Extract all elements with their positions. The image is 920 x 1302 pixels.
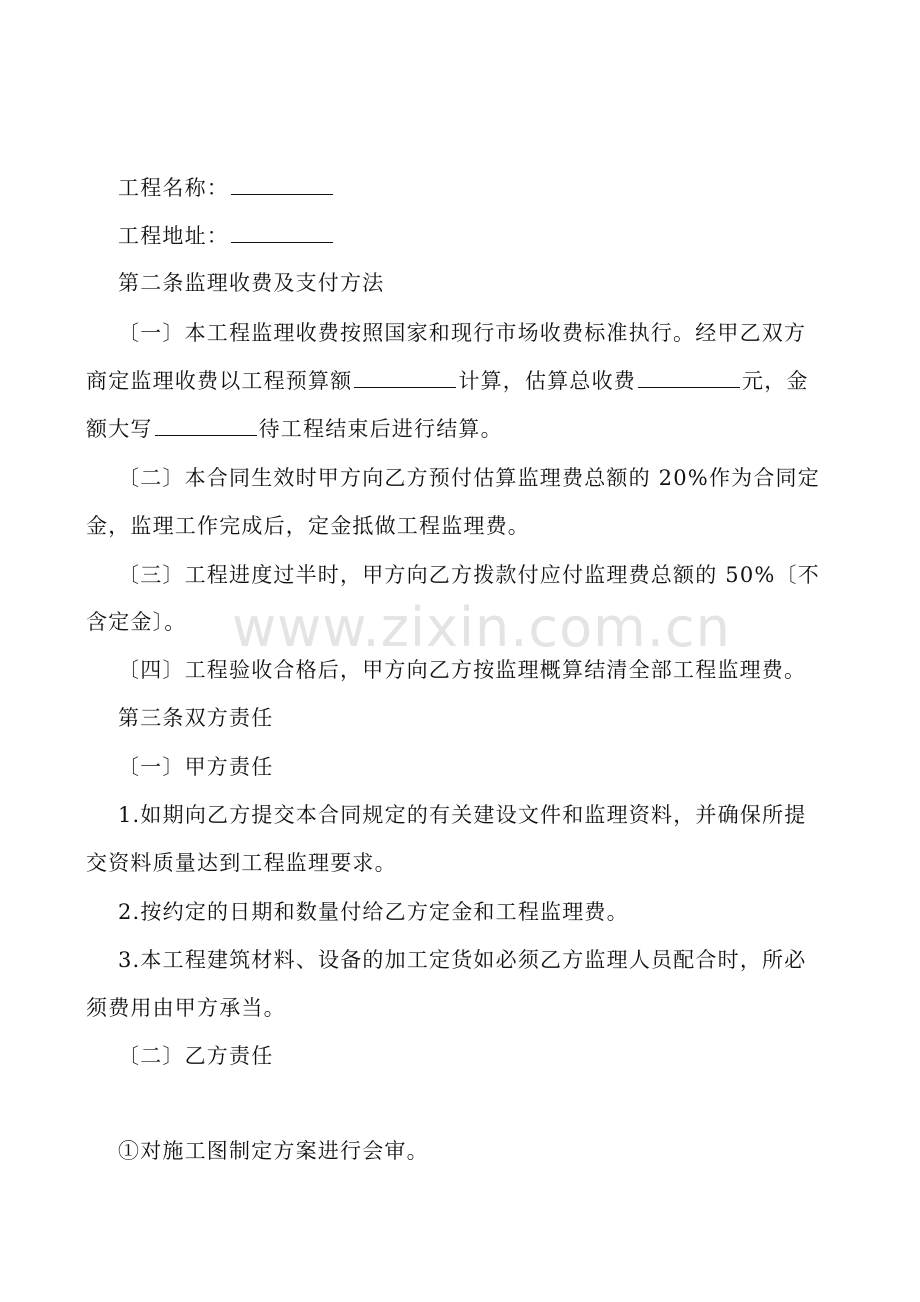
item1-text-e: 待工程结束后进行结算。: [258, 417, 503, 441]
partyA-duty3-line1: 3.本工程建筑材料、设备的加工定货如必须乙方监理人员配合时，所必: [118, 948, 807, 972]
partyB-title: 〔二〕乙方责任: [118, 1044, 274, 1068]
partyB-duty1: ①对施工图制定方案进行会审。: [118, 1139, 429, 1163]
partyA-duty3-line2: 须费用由甲方承当。: [86, 996, 286, 1020]
partyA-duty1-line2: 交资料质量达到工程监理要求。: [86, 851, 397, 875]
article2-title: 第二条监理收费及支付方法: [118, 271, 385, 295]
watermark: www.zixin.com.cn: [232, 596, 731, 659]
article2-item2-line1: 〔二〕本合同生效时甲方向乙方预付估算监理费总额的 20%作为合同定: [118, 466, 820, 490]
article3-title: 第三条双方责任: [118, 706, 274, 730]
article2-item3-line2: 含定金〕。: [86, 610, 187, 634]
article2-item1-line1: 〔一〕本工程监理收费按照国家和现行市场收费标准执行。经甲乙双方: [118, 321, 807, 345]
project-address-label: 工程地址：: [118, 224, 229, 248]
total-fee-blank[interactable]: [638, 369, 740, 388]
project-address-line: [118, 221, 868, 251]
item1-text-c: 元，金: [742, 369, 809, 393]
partyA-duty2-line1: 2.按约定的日期和数量付给乙方定金和工程监理费。: [118, 900, 629, 924]
item1-text-b: 计算，估算总收费: [458, 369, 637, 393]
project-address-blank[interactable]: [231, 224, 333, 243]
article2-item1-line2: [86, 366, 836, 396]
article2-item4-line1: 〔四〕工程验收合格后，甲方向乙方按监理概算结清全部工程监理费。: [118, 658, 807, 682]
project-name-blank[interactable]: [231, 176, 333, 195]
project-name-label: 工程名称：: [118, 176, 229, 200]
budget-basis-blank[interactable]: [354, 369, 456, 388]
project-name-line: [118, 173, 868, 203]
article2-item3-line1: 〔三〕工程进度过半时，甲方向乙方拨款付应付监理费总额的 50%〔不: [118, 563, 820, 587]
amount-in-words-blank[interactable]: [155, 417, 257, 436]
item1-text-a: 商定监理收费以工程预算额: [86, 369, 353, 393]
article2-item2-line2: 金，监理工作完成后，定金抵做工程监理费。: [86, 514, 530, 538]
partyA-title: 〔一〕甲方责任: [118, 755, 274, 779]
item1-text-d: 额大写: [86, 417, 153, 441]
article2-item1-line3: [86, 414, 836, 444]
partyA-duty1-line1: 1.如期向乙方提交本合同规定的有关建设文件和监理资料，并确保所提: [118, 803, 807, 827]
